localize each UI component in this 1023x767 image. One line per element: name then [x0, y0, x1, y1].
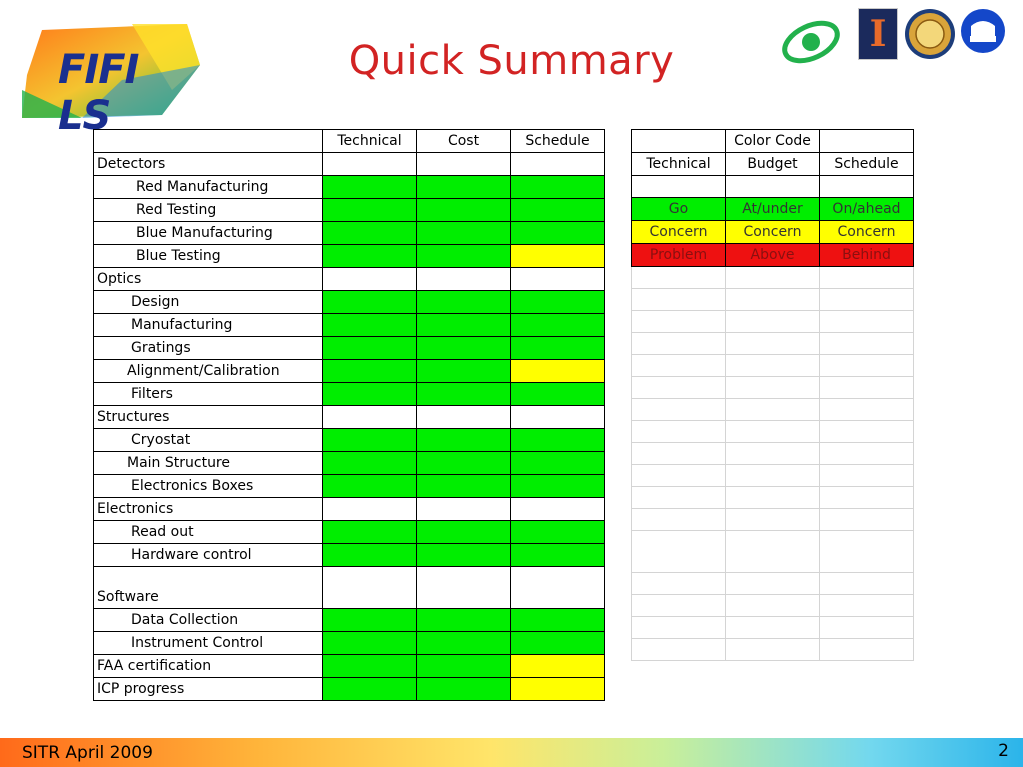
status-cell: [323, 314, 417, 337]
row-label: Detectors: [94, 153, 323, 176]
grid-cell: [820, 595, 914, 617]
row-label: Manufacturing: [94, 314, 323, 337]
legend-cell: [820, 130, 914, 153]
legend-empty-row: [632, 311, 914, 333]
status-cell: [511, 291, 605, 314]
grid-cell: [726, 531, 820, 573]
status-cell: [323, 498, 417, 521]
row-label: Hardware control: [94, 544, 323, 567]
legend-header-row: [632, 153, 914, 176]
legend-empty-row: [632, 333, 914, 355]
legend-title-row: [632, 130, 914, 153]
status-cell: [417, 429, 511, 452]
legend-go-schedule: On/ahead: [820, 198, 914, 221]
status-cell: [417, 337, 511, 360]
legend-empty-row: [632, 443, 914, 465]
status-cell: [417, 153, 511, 176]
legend-concern-schedule: Concern: [820, 221, 914, 244]
legend-empty-row: [632, 421, 914, 443]
header-technical: Technical: [323, 130, 417, 153]
row-label: Red Testing: [94, 199, 323, 222]
status-cell: [511, 429, 605, 452]
status-cell: [323, 632, 417, 655]
table-row: [94, 222, 605, 245]
status-cell: [417, 609, 511, 632]
grid-cell: [820, 443, 914, 465]
logo-text: FIFI LS: [58, 47, 139, 139]
grid-cell: [820, 509, 914, 531]
grid-cell: [726, 595, 820, 617]
status-cell: [323, 383, 417, 406]
grid-cell: [726, 573, 820, 595]
row-label: Structures: [94, 406, 323, 429]
table-row: [94, 452, 605, 475]
grid-cell: [632, 443, 726, 465]
page-title: Quick Summary: [348, 38, 675, 84]
status-cell: [511, 176, 605, 199]
grid-cell: [632, 531, 726, 573]
legend-go-row: [632, 198, 914, 221]
status-cell: [417, 314, 511, 337]
table-row: [94, 360, 605, 383]
row-label: Read out: [94, 521, 323, 544]
status-cell: [323, 153, 417, 176]
status-cell: [511, 360, 605, 383]
status-cell: [511, 521, 605, 544]
row-label: Electronics Boxes: [94, 475, 323, 498]
grid-cell: [820, 531, 914, 573]
status-cell: [511, 632, 605, 655]
row-label: Main Structure: [94, 452, 323, 475]
status-cell: [417, 521, 511, 544]
grid-cell: [726, 443, 820, 465]
status-cell: [323, 245, 417, 268]
row-label: Blue Manufacturing: [94, 222, 323, 245]
grid-cell: [726, 639, 820, 661]
status-cell: [417, 498, 511, 521]
table-row: [94, 609, 605, 632]
status-cell: [511, 475, 605, 498]
legend-empty-row: [632, 617, 914, 639]
status-cell: [511, 609, 605, 632]
grid-cell: [726, 377, 820, 399]
status-cell: [417, 383, 511, 406]
legend-cell: [632, 176, 726, 198]
legend-empty-row: [632, 573, 914, 595]
grid-cell: [726, 355, 820, 377]
legend-header-technical: Technical: [632, 153, 726, 176]
table-row: [94, 429, 605, 452]
table-row: [94, 268, 605, 291]
table-header-row: [94, 130, 605, 153]
status-cell: [417, 291, 511, 314]
grid-cell: [820, 311, 914, 333]
color-code-legend: [631, 129, 914, 661]
table-row: [94, 544, 605, 567]
legend-problem-row: [632, 244, 914, 267]
grid-cell: [632, 509, 726, 531]
legend-empty-row: [632, 531, 914, 573]
grid-cell: [632, 377, 726, 399]
status-cell: [511, 655, 605, 678]
status-cell: [417, 452, 511, 475]
grid-cell: [820, 289, 914, 311]
row-label: Filters: [94, 383, 323, 406]
row-label: Design: [94, 291, 323, 314]
grid-cell: [632, 333, 726, 355]
status-cell: [323, 521, 417, 544]
grid-cell: [632, 289, 726, 311]
table-row: [94, 655, 605, 678]
legend-title: Color Code: [726, 130, 820, 153]
status-table: [93, 129, 605, 701]
grid-cell: [726, 509, 820, 531]
grid-cell: [632, 311, 726, 333]
table-row: [94, 498, 605, 521]
legend-cell: [726, 176, 820, 198]
mpe-logo: [778, 12, 844, 68]
table-row: [94, 475, 605, 498]
status-cell: [511, 314, 605, 337]
grid-cell: [820, 617, 914, 639]
grid-cell: [820, 333, 914, 355]
grid-cell: [726, 487, 820, 509]
legend-empty-row: [632, 289, 914, 311]
status-cell: [323, 268, 417, 291]
legend-concern-budget: Concern: [726, 221, 820, 244]
grid-cell: [820, 267, 914, 289]
grid-cell: [726, 311, 820, 333]
status-cell: [323, 475, 417, 498]
grid-cell: [632, 421, 726, 443]
grid-cell: [820, 639, 914, 661]
table-row: [94, 153, 605, 176]
page-number: 2: [998, 741, 1009, 761]
legend-go-budget: At/under: [726, 198, 820, 221]
row-label: FAA certification: [94, 655, 323, 678]
status-cell: [323, 429, 417, 452]
legend-empty-row: [632, 465, 914, 487]
grid-cell: [726, 421, 820, 443]
status-cell: [323, 452, 417, 475]
grid-cell: [726, 333, 820, 355]
table-row: [94, 291, 605, 314]
row-label: ICP progress: [94, 678, 323, 701]
status-cell: [417, 475, 511, 498]
legend-cell: [632, 130, 726, 153]
legend-empty-row: [632, 399, 914, 421]
grid-cell: [820, 465, 914, 487]
legend-empty-row: [632, 267, 914, 289]
status-cell: [511, 567, 605, 609]
status-cell: [511, 452, 605, 475]
header-schedule: Schedule: [511, 130, 605, 153]
grid-cell: [632, 465, 726, 487]
grid-cell: [632, 639, 726, 661]
legend-empty-row: [632, 509, 914, 531]
row-label: Data Collection: [94, 609, 323, 632]
grid-cell: [820, 355, 914, 377]
table-row: [94, 199, 605, 222]
status-cell: [511, 498, 605, 521]
status-cell: [417, 678, 511, 701]
status-cell: [323, 544, 417, 567]
legend-header-budget: Budget: [726, 153, 820, 176]
status-cell: [511, 153, 605, 176]
status-cell: [511, 383, 605, 406]
table-row: [94, 383, 605, 406]
status-cell: [417, 176, 511, 199]
status-cell: [511, 199, 605, 222]
footer-text: SITR April 2009: [22, 743, 153, 763]
grid-cell: [726, 617, 820, 639]
legend-problem-schedule: Behind: [820, 244, 914, 267]
status-cell: [323, 567, 417, 609]
status-cell: [323, 406, 417, 429]
table-row: [94, 314, 605, 337]
status-cell: [511, 406, 605, 429]
status-cell: [323, 360, 417, 383]
legend-empty-row: [632, 377, 914, 399]
status-cell: [323, 176, 417, 199]
footer-bar: [0, 738, 1023, 767]
legend-concern-technical: Concern: [632, 221, 726, 244]
status-cell: [417, 268, 511, 291]
status-cell: [417, 222, 511, 245]
illinois-logo: I: [858, 8, 898, 60]
status-cell: [417, 567, 511, 609]
status-cell: [323, 609, 417, 632]
table-row: [94, 337, 605, 360]
status-cell: [323, 337, 417, 360]
status-cell: [511, 544, 605, 567]
status-cell: [417, 655, 511, 678]
legend-go-technical: Go: [632, 198, 726, 221]
status-cell: [417, 406, 511, 429]
grid-cell: [632, 267, 726, 289]
status-cell: [417, 544, 511, 567]
grid-cell: [820, 421, 914, 443]
legend-blank-row: [632, 176, 914, 198]
table-row: [94, 176, 605, 199]
university-seal-logo: [904, 8, 956, 60]
grid-cell: [726, 465, 820, 487]
legend-problem-budget: Above: [726, 244, 820, 267]
legend-empty-row: [632, 355, 914, 377]
status-cell: [511, 678, 605, 701]
legend-concern-row: [632, 221, 914, 244]
row-label: Alignment/Calibration: [94, 360, 323, 383]
row-label: Software: [94, 567, 323, 609]
table-row: [94, 406, 605, 429]
row-label: Blue Testing: [94, 245, 323, 268]
legend-empty-row: [632, 595, 914, 617]
status-cell: [511, 222, 605, 245]
status-cell: [323, 678, 417, 701]
status-cell: [511, 245, 605, 268]
status-cell: [323, 222, 417, 245]
grid-cell: [820, 573, 914, 595]
table-row: [94, 632, 605, 655]
grid-cell: [820, 487, 914, 509]
status-cell: [323, 199, 417, 222]
table-row: [94, 567, 605, 609]
row-label: Electronics: [94, 498, 323, 521]
header-cost: Cost: [417, 130, 511, 153]
legend-empty-row: [632, 487, 914, 509]
grid-cell: [632, 355, 726, 377]
row-label: Optics: [94, 268, 323, 291]
table-row: [94, 245, 605, 268]
status-cell: [417, 199, 511, 222]
grid-cell: [632, 573, 726, 595]
sofia-observatory-logo: [960, 8, 1006, 54]
grid-cell: [632, 617, 726, 639]
table-row: [94, 678, 605, 701]
status-cell: [417, 632, 511, 655]
table-row: [94, 521, 605, 544]
status-cell: [323, 291, 417, 314]
status-cell: [511, 268, 605, 291]
grid-cell: [632, 595, 726, 617]
legend-problem-technical: Problem: [632, 244, 726, 267]
status-cell: [323, 655, 417, 678]
row-label: Red Manufacturing: [94, 176, 323, 199]
header-blank: [94, 130, 323, 153]
grid-cell: [632, 487, 726, 509]
legend-header-schedule: Schedule: [820, 153, 914, 176]
grid-cell: [820, 399, 914, 421]
grid-cell: [726, 267, 820, 289]
grid-cell: [726, 399, 820, 421]
grid-cell: [726, 289, 820, 311]
partner-logos: [778, 8, 1008, 68]
legend-cell: [820, 176, 914, 198]
row-label: Gratings: [94, 337, 323, 360]
grid-cell: [632, 399, 726, 421]
grid-cell: [820, 377, 914, 399]
status-cell: [417, 245, 511, 268]
row-label: Cryostat: [94, 429, 323, 452]
status-cell: [417, 360, 511, 383]
legend-empty-row: [632, 639, 914, 661]
status-cell: [511, 337, 605, 360]
row-label: Instrument Control: [94, 632, 323, 655]
